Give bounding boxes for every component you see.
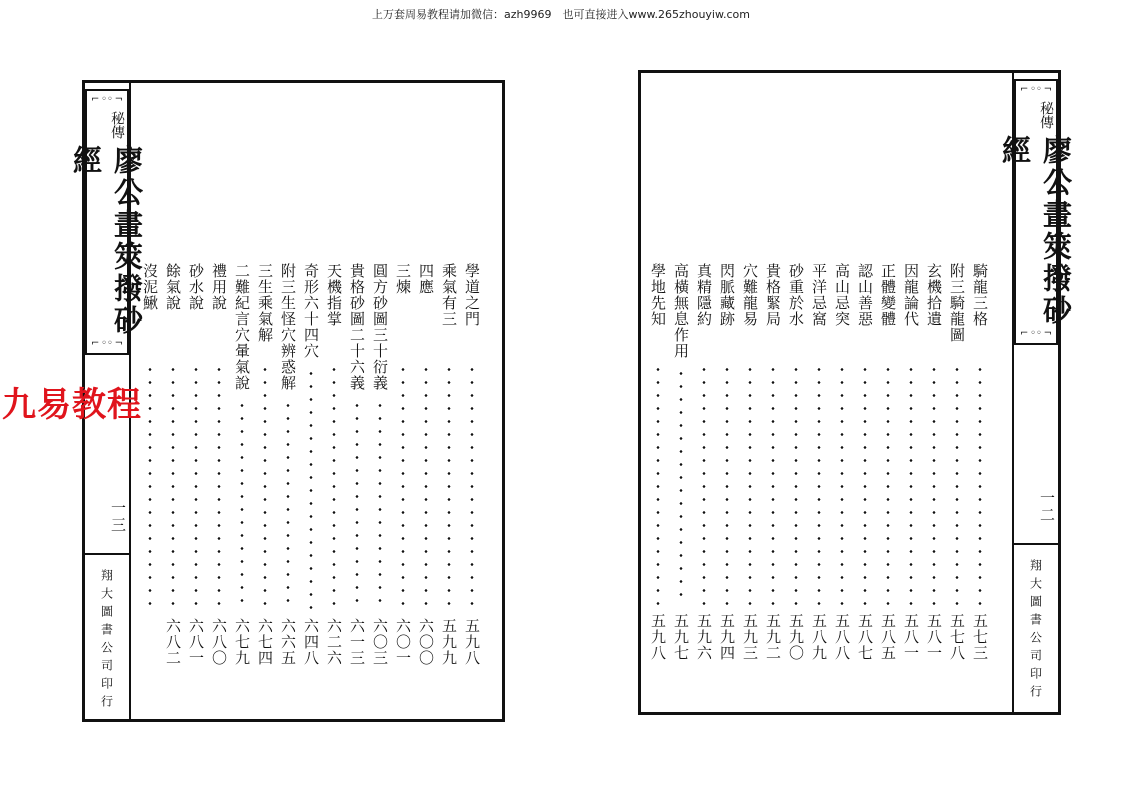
toc-entry-page: 六二六	[325, 618, 343, 666]
right-spine	[998, 73, 1073, 712]
toc-entry	[762, 263, 784, 683]
toc-entry-page: 五九三	[741, 613, 759, 661]
toc-leader-dots	[286, 399, 290, 610]
toc-entry	[438, 263, 460, 688]
book-subtitle: 秘傳	[1038, 101, 1054, 129]
toc-entry	[185, 263, 207, 688]
toc-entry-page: 五九七	[672, 613, 690, 661]
toc-entry	[254, 263, 276, 688]
toc-leader-dots	[840, 363, 844, 605]
toc-leader-dots	[725, 363, 729, 605]
ornament-bottom: ⌐ ◦◦ ¬	[1020, 328, 1052, 339]
toc-entry-title: 認山善惡	[856, 263, 874, 327]
toc-entry-title: 奇形六十四穴	[302, 263, 320, 359]
toc-entry-title: 穴難龍易	[741, 263, 759, 327]
toc-entry	[647, 263, 669, 683]
toc-entry-page: 五八八	[833, 613, 851, 661]
watermark-logo: 九易教程	[2, 385, 142, 425]
toc-leader-dots	[309, 367, 313, 610]
toc-entry	[716, 263, 738, 683]
toc-leader-dots	[447, 363, 451, 610]
spine-divider	[1014, 543, 1058, 545]
toc-entry	[739, 263, 761, 683]
toc-entry	[392, 263, 414, 688]
toc-entry-title: 砂重於水	[787, 263, 805, 327]
book-title: 廖公畫筴撥砂經	[69, 145, 144, 337]
toc-leader-dots	[702, 363, 706, 605]
toc-leader-dots	[955, 363, 959, 605]
toc-leader-dots	[148, 363, 152, 610]
toc-entry-page: 五八一	[902, 613, 920, 661]
right-page	[638, 70, 1073, 715]
toc-leader-dots	[679, 367, 683, 605]
book-title-box	[69, 89, 144, 355]
toc-leader-dots	[424, 363, 428, 610]
toc-entry-title: 附三生怪穴辨惑解	[279, 263, 297, 391]
toc-entry-page: 五九六	[695, 613, 713, 661]
toc-leader-dots	[932, 363, 936, 605]
page-number: 一三	[109, 500, 127, 534]
toc-leader-dots	[194, 363, 198, 610]
toc-leader-dots	[886, 363, 890, 605]
publisher-imprint: 翔大圖書公司印行	[1028, 559, 1043, 703]
toc-entry	[900, 263, 922, 683]
toc-entries-left	[139, 263, 509, 688]
toc-entry	[461, 263, 483, 688]
toc-entry	[785, 263, 807, 683]
toc-entry	[300, 263, 322, 688]
top-banner: 上万套周易教程请加微信：azh9969 也可直接进入www.265zhouyiw.com	[372, 8, 750, 21]
toc-entry-title: 正體變體	[879, 263, 897, 327]
toc-entry-title: 四應	[417, 263, 435, 295]
toc-leader-dots	[794, 363, 798, 605]
toc-entry-page: 六七四	[256, 618, 274, 666]
toc-entry-page: 五九二	[764, 613, 782, 661]
toc-entry-title: 貴格砂圖二十六義	[348, 263, 366, 391]
toc-entry	[670, 263, 692, 683]
book-title: 廖公畫筴撥砂經	[998, 135, 1073, 327]
toc-entry-title: 禮用說	[210, 263, 228, 311]
toc-entry	[162, 263, 184, 688]
right-page-frame	[639, 71, 1073, 714]
toc-entry	[369, 263, 391, 688]
toc-entry-title: 沒泥鰍	[141, 263, 159, 311]
toc-entry-page: 六〇〇	[417, 618, 435, 666]
toc-entry-title: 學道之門	[463, 263, 481, 327]
toc-entry-page: 六八二	[164, 618, 182, 666]
toc-entry-title: 三煉	[394, 263, 412, 295]
toc-entry	[277, 263, 299, 688]
toc-entry	[231, 263, 253, 688]
ornament-top: ⌐ ◦◦ ¬	[91, 94, 123, 105]
toc-entry-title: 二難紀言穴暈氣說	[233, 263, 251, 391]
toc-entry-page: 六六五	[279, 618, 297, 666]
toc-entry	[831, 263, 853, 683]
toc-entry-title: 學地先知	[649, 263, 667, 327]
toc-entry-page: 六一三	[348, 618, 366, 666]
toc-entry-page: 五九八	[463, 618, 481, 666]
toc-entry-page: 六〇一	[394, 618, 412, 666]
toc-entry-title: 餘氣說	[164, 263, 182, 311]
toc-leader-dots	[656, 363, 660, 605]
toc-leader-dots	[909, 363, 913, 605]
toc-entry-title: 真精隱約	[695, 263, 713, 327]
toc-entry-title: 砂水說	[187, 263, 205, 311]
toc-entry	[854, 263, 876, 683]
toc-leader-dots	[332, 363, 336, 610]
toc-entry-title: 附三騎龍圖	[948, 263, 966, 343]
toc-entry-page: 五七三	[971, 613, 989, 661]
toc-entry-title: 天機指掌	[325, 263, 343, 327]
toc-entry-title: 高橫無息作用	[672, 263, 690, 359]
toc-entry-page: 五八五	[879, 613, 897, 661]
toc-entries-right	[647, 263, 1007, 683]
toc-leader-dots	[355, 399, 359, 610]
toc-entry	[139, 263, 161, 688]
toc-entry-title: 玄機拾遺	[925, 263, 943, 327]
toc-entry	[415, 263, 437, 688]
toc-entry-title: 圓方砂圖三十衍義	[371, 263, 389, 391]
toc-entry-title: 因龍論代	[902, 263, 920, 327]
toc-leader-dots	[470, 363, 474, 610]
toc-entry-page: 六四八	[302, 618, 320, 666]
toc-leader-dots	[240, 399, 244, 610]
toc-entry-page: 五八七	[856, 613, 874, 661]
toc-entry-page: 五九八	[649, 613, 667, 661]
toc-leader-dots	[771, 363, 775, 605]
toc-leader-dots	[263, 363, 267, 610]
toc-entry-page: 六〇三	[371, 618, 389, 666]
toc-entry-page: 五九九	[440, 618, 458, 666]
spine-divider	[85, 553, 129, 555]
toc-entry	[923, 263, 945, 683]
toc-entry	[946, 263, 968, 683]
toc-leader-dots	[171, 363, 175, 610]
toc-entry	[208, 263, 230, 688]
toc-entry-title: 平洋忌窩	[810, 263, 828, 327]
toc-entry-title: 三生乘氣解	[256, 263, 274, 343]
toc-entry-title: 高山忌突	[833, 263, 851, 327]
toc-entry	[969, 263, 991, 683]
page-number: 一二	[1038, 490, 1056, 524]
toc-leader-dots	[978, 363, 982, 605]
toc-entry-page: 五八九	[810, 613, 828, 661]
toc-leader-dots	[378, 399, 382, 610]
book-subtitle: 秘傳	[109, 111, 125, 139]
toc-leader-dots	[217, 363, 221, 610]
ornament-bottom: ⌐ ◦◦ ¬	[91, 338, 123, 349]
toc-entry-page: 五八一	[925, 613, 943, 661]
toc-entry-page: 五七八	[948, 613, 966, 661]
toc-entry-page: 六八〇	[210, 618, 228, 666]
toc-entry	[346, 263, 368, 688]
toc-leader-dots	[863, 363, 867, 605]
publisher-imprint: 翔大圖書公司印行	[99, 569, 114, 713]
toc-entry-page: 六七九	[233, 618, 251, 666]
toc-entry-page: 六八一	[187, 618, 205, 666]
toc-entry-title: 乘氣有三	[440, 263, 458, 327]
toc-entry-title: 騎龍三格	[971, 263, 989, 327]
ornament-top: ⌐ ◦◦ ¬	[1020, 84, 1052, 95]
book-title-box	[998, 79, 1073, 345]
toc-entry	[693, 263, 715, 683]
toc-entry	[877, 263, 899, 683]
toc-leader-dots	[817, 363, 821, 605]
toc-leader-dots	[401, 363, 405, 610]
toc-entry	[323, 263, 345, 688]
toc-entry-title: 閃脈藏跡	[718, 263, 736, 327]
toc-entry	[808, 263, 830, 683]
toc-leader-dots	[748, 363, 752, 605]
toc-entry-page: 五九四	[718, 613, 736, 661]
toc-entry-page: 五九〇	[787, 613, 805, 661]
toc-entry-title: 貴格緊局	[764, 263, 782, 327]
